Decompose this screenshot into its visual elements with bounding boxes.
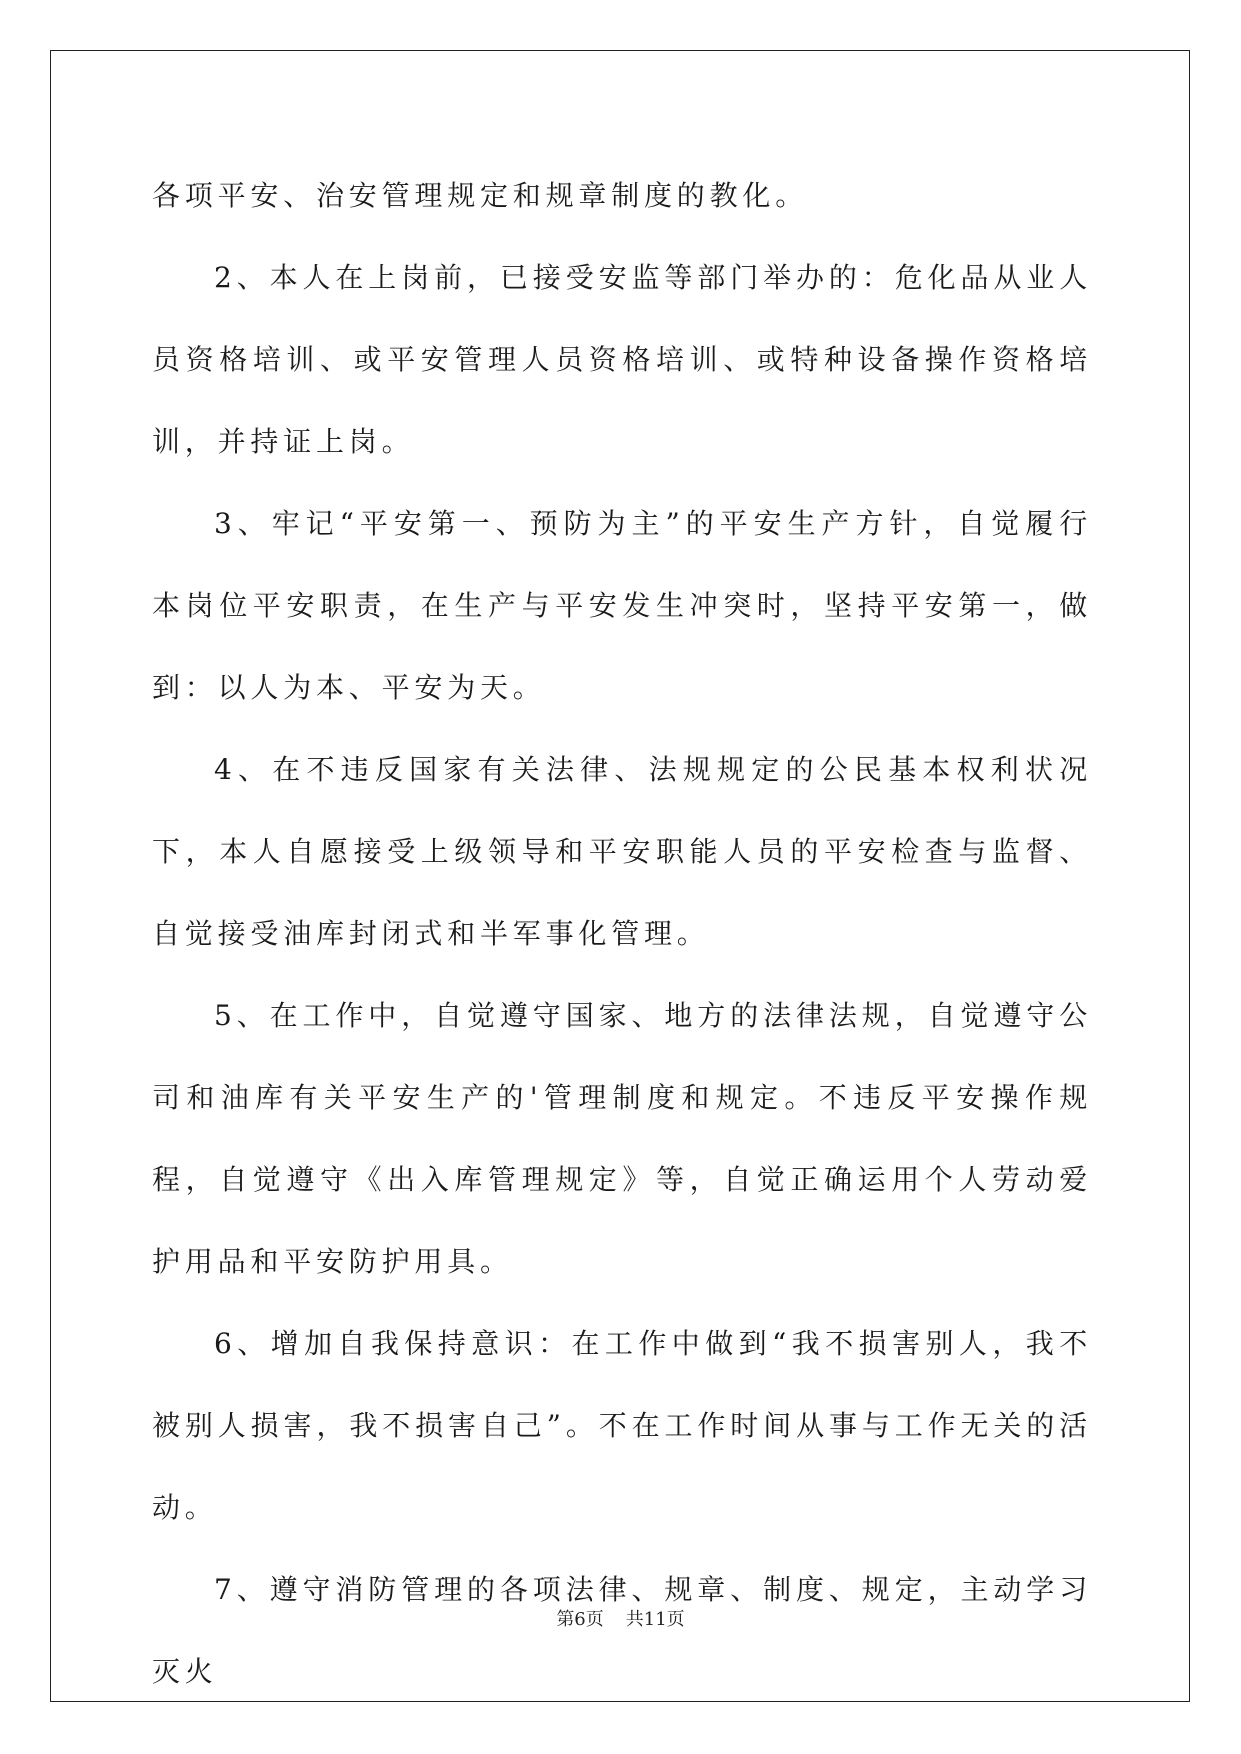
page-total: 共11页 (625, 1609, 685, 1630)
paragraph-item-6: 6、增加自我保持意识：在工作中做到“我不损害别人，我不被别人损害，我不损害自己”。不在工作时间从事与工作无关的活动。 (152, 1327, 1092, 1524)
paragraph-item-2: 2、本人在上岗前，已接受安监等部门举办的：危化品从业人员资格培训、或平安管理人员资格培训、或特种设备操作资格培训，并持证上岗。 (152, 261, 1092, 458)
page-footer (0, 1608, 1241, 1632)
paragraph-item-7: 7、遵守消防管理的各项法律、规章、制度、规定，主动学习灭火 (152, 1573, 1092, 1688)
paragraph-item-4: 4、在不违反国家有关法律、法规规定的公民基本权利状况下，本人自愿接受上级领导和平安职能人员的平安检查与监督、自觉接受油库封闭式和半军事化管理。 (152, 753, 1092, 950)
paragraph-item-5: 5、在工作中，自觉遵守国家、地方的法律法规，自觉遵守公司和油库有关平安生产的'管理制度和规定。不违反平安操作规程，自觉遵守《出入库管理规定》等，自觉正确运用个人劳动爱护用品和平安防护用具。 (152, 999, 1092, 1278)
paragraph-continuation: 各项平安、治安管理规定和规章制度的教化。 (152, 179, 809, 212)
paragraph-item-3: 3、牢记“平安第一、预防为主”的平安生产方针，自觉履行本岗位平安职责，在生产与平安发生冲突时，坚持平安第一，做到：以人为本、平安为天。 (152, 507, 1092, 704)
document-body (152, 155, 1092, 1713)
page-number: 第6页 (556, 1609, 604, 1630)
